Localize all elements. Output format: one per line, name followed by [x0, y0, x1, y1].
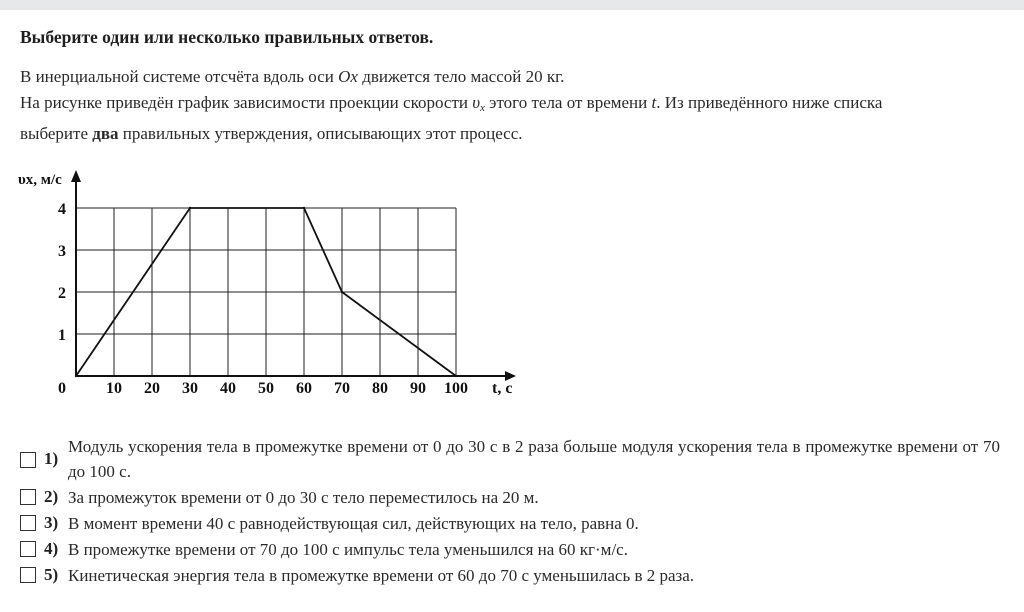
velocity-point-60	[303, 207, 305, 209]
y-axis-label	[18, 172, 62, 188]
instruction-heading: Выберите один или несколько правильных ответов.	[20, 27, 434, 47]
problem-line-2: На рисунке приведён график зависимости проекции скорости $\upsilon_x$ этого тела от времени t. Из приведённого ниже списка	[20, 93, 883, 114]
answer-text-3: В момент времени 40 с равнодействующая сил, действующих на тело, равна 0.	[68, 513, 639, 533]
answer-checkbox-4[interactable]	[20, 541, 36, 557]
answer-option-3[interactable]	[20, 510, 1000, 536]
problem-statement	[20, 64, 1002, 147]
answer-number-2: 2)	[44, 487, 59, 506]
time-symbol: t	[651, 93, 657, 112]
answer-text-2: За промежуток времени от 0 до 30 с тело переместилось на 20 м.	[68, 487, 539, 507]
velocity-time-graph	[0, 160, 540, 410]
x-tick-label-50: 50	[258, 380, 274, 397]
velocity-subscript: x	[480, 102, 485, 114]
y-tick-label-3: 3	[58, 243, 66, 260]
answer-checkbox-1[interactable]	[20, 452, 36, 468]
top-bar	[0, 0, 1024, 10]
problem-line-1: В инерциальной системе отсчёта вдоль оси Ox движется тело массой 20 кг.	[20, 67, 565, 86]
answer-text-5: Кинетическая энергия тела в промежутке времени от 60 до 70 с уменьшилась в 2 раза.	[68, 565, 695, 585]
x-tick-label-80: 80	[372, 380, 388, 397]
answer-text-4: В промежутке времени от 70 до 100 с импульс тела уменьшился на 60 кг·м/с.	[68, 539, 628, 559]
answer-list	[20, 434, 1000, 588]
velocity-point-100	[455, 375, 457, 377]
answer-option-4[interactable]	[20, 536, 1000, 562]
answer-checkbox-5[interactable]	[20, 567, 36, 583]
x-tick-label-20: 20	[144, 380, 160, 397]
y-axis-arrow	[71, 170, 81, 182]
x-tick-label-70: 70	[334, 380, 350, 397]
x-tick-label-30: 30	[182, 380, 198, 397]
answer-number-4: 4)	[44, 539, 59, 558]
answer-number-1: 1)	[44, 449, 59, 468]
velocity-symbol: υ	[472, 93, 481, 112]
x-tick-label-100: 100	[444, 380, 468, 397]
chart-axes	[71, 170, 516, 381]
answer-text-1: Модуль ускорения тела в промежутке времени от 0 до 30 с в 2 раза больше модуля ускорения тела в промежутке времени от 70 до 100 с.	[68, 437, 1000, 481]
x-tick-label-40: 40	[220, 380, 236, 397]
y-tick-label-2: 2	[58, 285, 66, 302]
answer-option-1[interactable]	[20, 434, 1000, 484]
x-axis-label-text: t, с	[492, 380, 513, 397]
axis-name: Ox	[338, 67, 358, 86]
problem-line-3: выберите два правильных утверждения, описывающих этот процесс.	[20, 124, 523, 143]
answer-number-3: 3)	[44, 513, 59, 532]
x-tick-label-90: 90	[410, 380, 426, 397]
x-tick-label-0: 0	[58, 380, 66, 397]
x-axis-label	[492, 380, 512, 397]
answer-checkbox-2[interactable]	[20, 489, 36, 505]
answer-checkbox-3[interactable]	[20, 515, 36, 531]
velocity-point-70	[341, 291, 343, 293]
answer-number-5: 5)	[44, 565, 59, 584]
answer-option-2[interactable]	[20, 484, 1000, 510]
velocity-point-0	[75, 375, 77, 377]
answer-option-5[interactable]	[20, 562, 1000, 588]
emphasis-two: два	[92, 124, 119, 143]
y-tick-label-4: 4	[58, 201, 66, 218]
velocity-point-30	[189, 207, 191, 209]
y-tick-label-1: 1	[58, 327, 66, 344]
x-tick-label-60: 60	[296, 380, 312, 397]
y-axis-label-text: υx, м/с	[18, 172, 62, 188]
x-tick-label-10: 10	[106, 380, 122, 397]
